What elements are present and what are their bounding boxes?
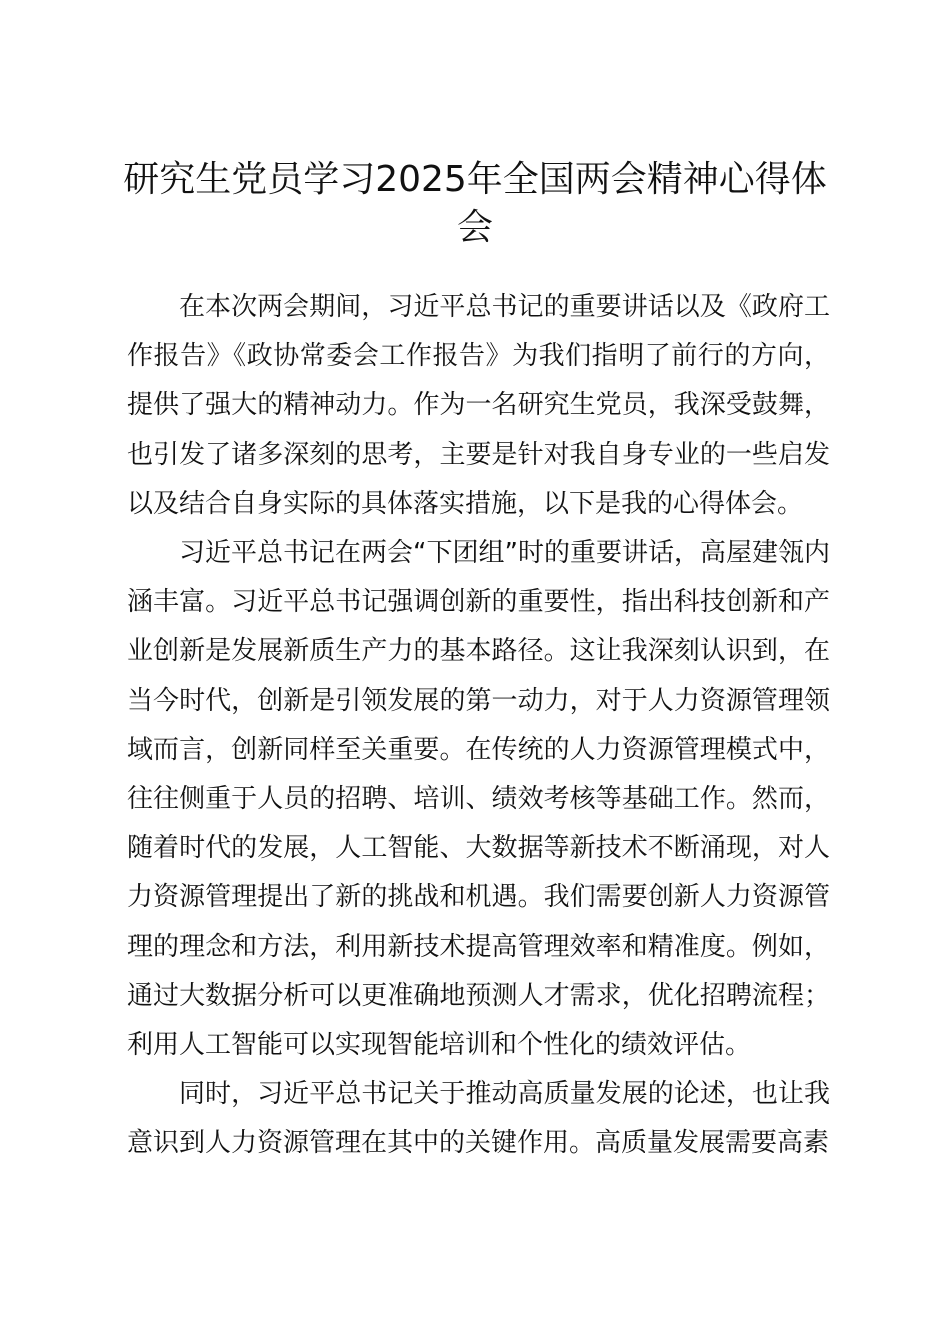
- document-title: 研究生党员学习2025年全国两会精神心得体会: [123, 159, 827, 248]
- document-body: [127, 283, 830, 1169]
- paragraph-3: 同时，习近平总书记关于推动高质量发展的论述，也让我意识到人力资源管理在其中的关键作用。高质量发展需要高素: [127, 1079, 830, 1159]
- paragraph-2: 习近平总书记在两会“下团组”时的重要讲话，高屋建瓴内涵丰富。习近平总书记强调创新的重要性，指出科技创新和产业创新是发展新质生产力的基本路径。这让我深刻认识到，在当今时代，创新是引领发展的第一动力，对于人力资源管理领域而言，创新同样至关重要。在传统的人力资源管理模式中，往往侧重于人员的招聘、培训、绩效考核等基础工作。然而，随着时代的发展，人工智能、大数据等新技术不断涌现，对人力资源管理提出了新的挑战和机遇。我们需要创新人力资源管理的理念和方法，利用新技术提高管理效率和精准度。例如，通过大数据分析可以更准确地预测人才需求，优化招聘流程；利用人工智能可以实现智能培训和个性化的绩效评估。: [127, 538, 830, 1061]
- paragraph-1: 在本次两会期间，习近平总书记的重要讲话以及《政府工作报告》《政协常委会工作报告》为我们指明了前行的方向，提供了强大的精神动力。作为一名研究生党员，我深受鼓舞，也引发了诸多深刻的思考，主要是针对我自身专业的一些启发以及结合自身实际的具体落实措施，以下是我的心得体会。: [127, 292, 830, 519]
